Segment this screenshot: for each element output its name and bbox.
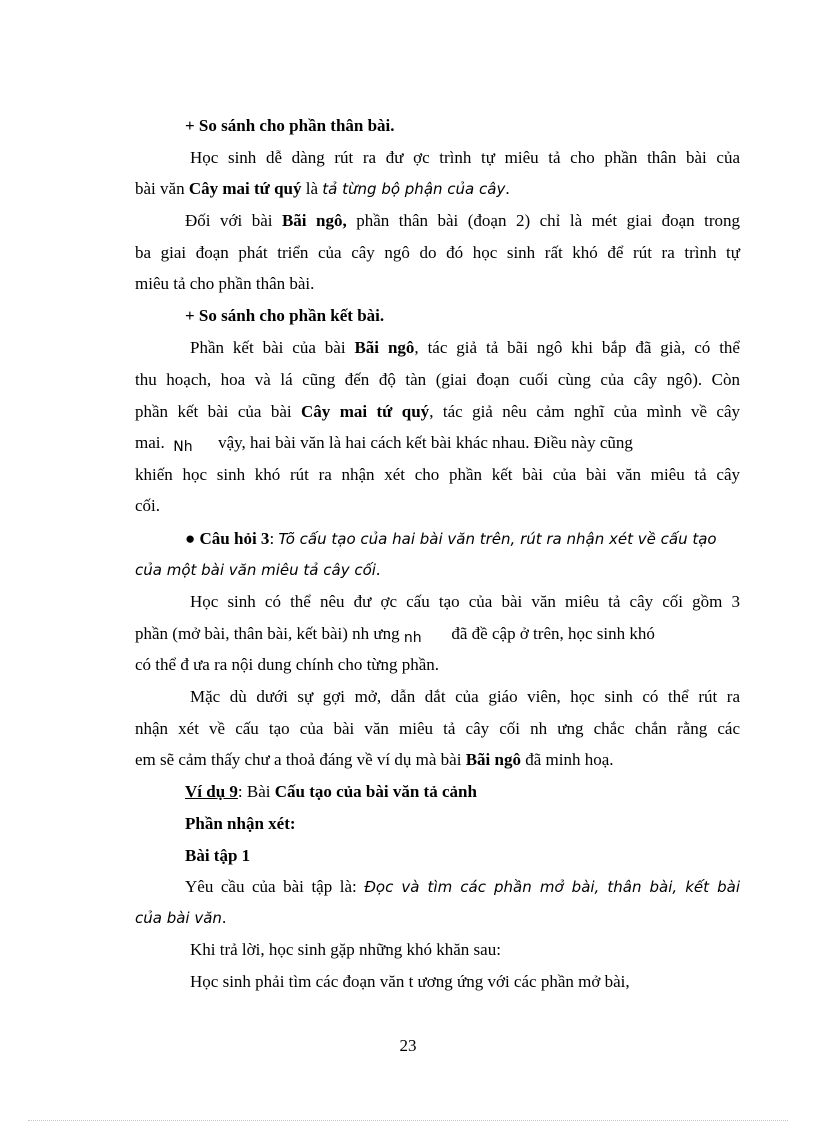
page-bottom-border (28, 1120, 788, 1121)
paragraph-line: có thể đ ưa ra nội dung chính cho từng phần. (135, 655, 440, 674)
paragraph-line: Học sinh dễ dàng rút ra đư ợc trình tự miêu tả cho phần thân bài của (190, 148, 740, 167)
paragraph-line: của một bài văn miêu tả cây cối. (135, 560, 381, 579)
paragraph-line: Đối với bài Bãi ngô, phần thân bài (đoạn 2) chỉ là mét giai đoạn trong (185, 211, 740, 230)
example-9-heading: Ví dụ 9: Bài Cấu tạo của bài văn tả cảnh (185, 782, 477, 801)
paragraph-line: của bài văn. (135, 908, 227, 927)
paragraph-line: Mặc dù dưới sự gợi mở, dẫn dắt của giáo viên, học sinh có thể rút ra (190, 687, 740, 706)
paragraph-line: miêu tả cho phần thân bài. (135, 274, 315, 293)
paragraph-line: Học sinh có thể nêu đư ợc cấu tạo của bài văn miêu tả cây cối gồm 3 (190, 592, 740, 611)
section-heading: Phần nhận xét: (185, 814, 296, 833)
paragraph-line: phần (mở bài, thân bài, kết bài) nh ưng nh đã đề cập ở trên, học sinh khó (135, 624, 655, 646)
heading-compare-conclusion: + So sánh cho phần kết bài. (185, 306, 385, 325)
paragraph-line: Phần kết bài của bài Bãi ngô, tác giả tả bãi ngô khi bắp đã già, có thể (190, 338, 740, 357)
page-number: 23 (399, 1036, 417, 1055)
paragraph-line: Học sinh phải tìm các đoạn văn t ương ứng với các phần mở bài, (190, 972, 630, 991)
paragraph-line: cối. (135, 496, 161, 515)
paragraph-line: phần kết bài của bài Cây mai tứ quý, tác giả nêu cảm nghĩ của mình về cây (135, 402, 740, 421)
paragraph-line: Yêu cầu của bài tập là: Đọc và tìm các phần mở bài, thân bài, kết bài (185, 877, 740, 896)
paragraph-line: thu hoạch, hoa và lá cũng đến độ tàn (giai đoạn cuối cùng của cây ngô). Còn (135, 370, 740, 389)
paragraph-line: Khi trả lời, học sinh gặp những khó khăn sau: (190, 940, 501, 959)
paragraph-line: em sẽ cảm thấy chư a thoả đáng về ví dụ mà bài Bãi ngô đã minh hoạ. (135, 750, 614, 769)
paragraph-line: khiến học sinh khó rút ra nhận xét cho phần kết bài của bài văn miêu tả cây (135, 465, 740, 484)
paragraph-line: mai. Nh vậy, hai bài văn là hai cách kết bài khác nhau. Điều này cũng (135, 433, 633, 455)
paragraph-line: nhận xét về cấu tạo của bài văn miêu tả cây cối nh ưng chắc chắn rằng các (135, 719, 740, 738)
exercise-heading: Bài tập 1 (185, 846, 251, 865)
heading-compare-body: + So sánh cho phần thân bài. (185, 116, 395, 135)
paragraph-line: ba giai đoạn phát triển của cây ngô do đó học sinh rất khó để rút ra trình tự (135, 243, 740, 262)
question-3: ● Câu hỏi 3: Tõ cấu tạo của hai bài văn trên, rút ra nhận xét về cấu tạo (185, 529, 717, 548)
paragraph-line: bài văn Cây mai tứ quý là tả từng bộ phận của cây. (135, 179, 510, 198)
